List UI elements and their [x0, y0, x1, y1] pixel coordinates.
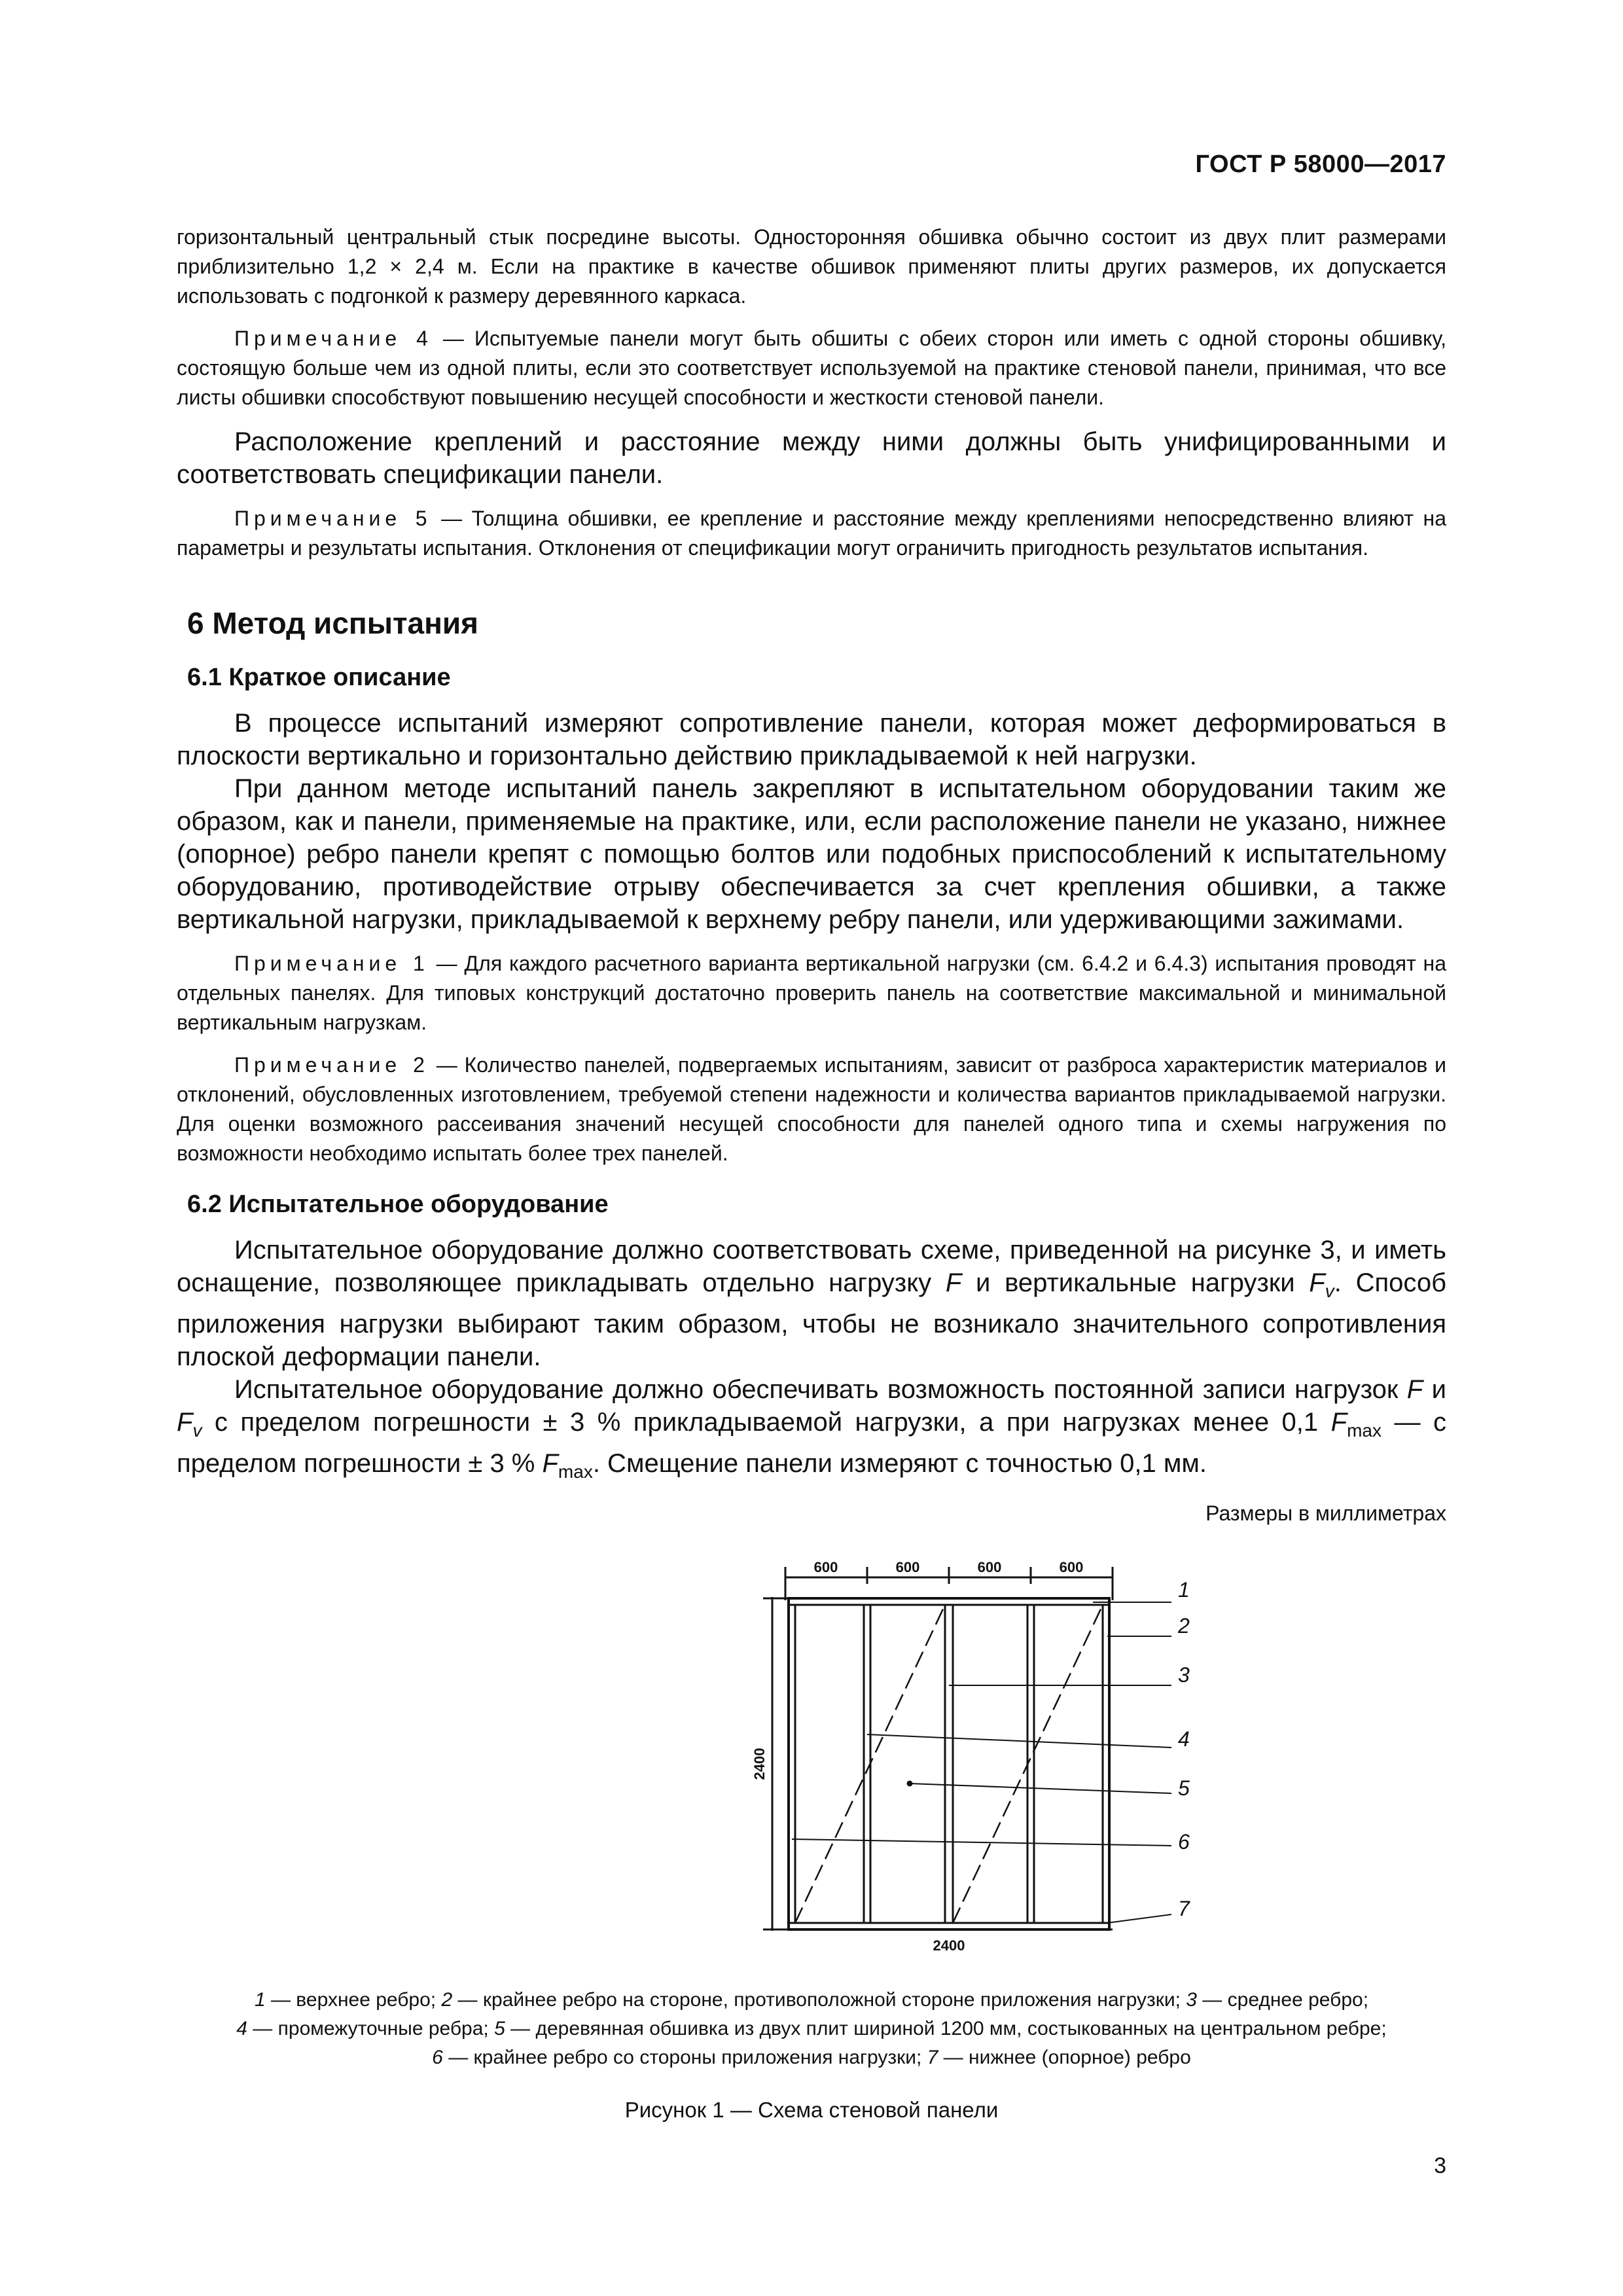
note-2-label: Примечание 2 — [234, 1053, 429, 1077]
figure-title: Рисунок 1 — Схема стеновой панели — [624, 2098, 999, 2122]
figure-wall-panel — [177, 1538, 1446, 1957]
section-6-2-paragraph-1: Испытательное оборудование должно соответствовать схеме, приведенной на рисунке 3, и иметь оснащение, позволяющее прикладывать отдельно нагрузку F и вертикальные нагрузки $F_v$. Способ приложения нагрузки выбирают таким образом, чтобы не возникало значительного сопротивления плоской деформации панели. — [177, 1236, 1447, 1371]
panel-frame — [789, 1598, 1109, 1929]
wall-panel-diagram — [543, 1538, 1198, 1954]
dim-label-top-2: 600 — [895, 1559, 920, 1575]
note-5-label: Примечание 5 — [234, 507, 432, 530]
note-1-text: — Для каждого расчетного варианта вертикальной нагрузки (см. 6.4.2 и 6.4.3) испытания проводят на отдельных панелях. Для типовых конструкций достаточно проверить панель на соответствие максимальной и минимальной вертикальным нагрузкам. — [177, 952, 1447, 1034]
callout-6: 6 — [1178, 1830, 1190, 1854]
section-6-2-heading: 6.2 Испытательное оборудование — [187, 1191, 609, 1218]
note-2-text: — Количество панелей, подвергаемых испытаниям, зависит от разброса характеристик материалов и отклонений, обусловленных изготовлением, требуемой степени надежности и количества вариантов прикладываемой нагрузки. Для оценки возможного рассеивания значений несущей способности для панелей одного типа и схемы нагружения по возможности необходимо испытать более трех панелей. — [177, 1053, 1447, 1165]
page-content — [177, 223, 1446, 2125]
callout-2: 2 — [1178, 1614, 1190, 1638]
note-1-label: Примечание 1 — [234, 952, 429, 975]
section-6-2-paragraph-2: Испытательное оборудование должно обеспечивать возможность постоянной записи нагрузок F и $F_v$ с пределом погрешности ± 3 % прикладываемой нагрузки, а при нагрузках менее 0,1 $F_{max}$ — с пределом погрешности ± 3 % $F_{max}$. Смещение панели измеряют с точностью 0,1 мм. — [177, 1375, 1447, 1482]
section-6-1-paragraph-1: В процессе испытаний измеряют сопротивление панели, которая может деформироваться в плоскости вертикально и горизонтально действию прикладываемой к ней нагрузки. — [177, 709, 1446, 770]
note-2 — [177, 1050, 1446, 1168]
note-4-text: — Испытуемые панели могут быть обшиты с обеих сторон или иметь с одной стороны обшивку, состоящую больше чем из одной плиты, если это соответствует используемой на практике стеновой панели, принимая, что все листы обшивки способствуют повышению несущей способности и жесткости стеновой панели. — [177, 327, 1447, 409]
dim-label-top-4: 600 — [1059, 1559, 1084, 1575]
dimensions-note: Размеры в миллиметрах — [1205, 1501, 1446, 1525]
page-number: 3 — [1434, 2153, 1446, 2178]
callout-7: 7 — [1178, 1897, 1190, 1920]
note-4 — [177, 324, 1446, 412]
standard-code-header: ГОСТ Р 58000—2017 — [1195, 151, 1446, 178]
note-5 — [177, 504, 1446, 563]
figure-legend-line-1: 1 — верхнее ребро; 2 — крайнее ребро на стороне, противоположной стороне приложения нагрузки; 3 — среднее ребро; — [254, 1989, 1369, 2011]
paragraph-continuation: горизонтальный центральный стык посредине высоты. Односторонняя обшивка обычно состоит из двух плит размерами приблизительно 1,2 × 2,4 м. Если на практике в качестве обшивок применяют плиты других размеров, их допускается использовать с подгонкой к размеру деревянного каркаса. — [177, 225, 1446, 308]
callout-5: 5 — [1178, 1776, 1190, 1800]
callout-3: 3 — [1178, 1663, 1190, 1687]
section-6-1-paragraph-2: При данном методе испытаний панель закрепляют в испытательном оборудовании таким же образом, как и панели, применяемые на практике, или, если расположение панели не указано, нижнее (опорное) ребро панели крепят с помощью болтов или подобных приспособлений к испытательному оборудованию, противодействие отрыву обеспечивается за счет крепления обшивки, а также вертикальной нагрузки, прикладываемой к верхнему ребру панели, или удерживающими зажимами. — [177, 774, 1446, 934]
callout-1: 1 — [1178, 1578, 1190, 1602]
callout-4: 4 — [1178, 1727, 1190, 1751]
section-6-1-heading: 6.1 Краткое описание — [187, 664, 451, 691]
figure-legend-line-2: 4 — промежуточные ребра; 5 — деревянная обшивка из двух плит шириной 1200 мм, состыкованных на центральном ребре; — [236, 2018, 1387, 2039]
note-4-label: Примечание 4 — [234, 327, 433, 350]
section-6-heading: 6 Метод испытания — [187, 606, 478, 640]
dim-label-top-1: 600 — [813, 1559, 838, 1575]
note-5-text: — Толщина обшивки, ее крепление и расстояние между креплениями непосредственно влияют на параметры и результаты испытания. Отклонения от спецификации могут ограничить пригодность результатов испытания. — [177, 507, 1447, 560]
figure-legend-line-3: 6 — крайнее ребро со стороны приложения нагрузки; 7 — нижнее (опорное) ребро — [432, 2047, 1191, 2068]
note-1 — [177, 949, 1446, 1037]
dim-label-left: 2400 — [751, 1748, 768, 1780]
dim-label-top-3: 600 — [977, 1559, 1002, 1575]
paragraph-fasteners: Расположение креплений и расстояние между ними должны быть унифицированными и соответствовать спецификации панели. — [177, 427, 1446, 489]
dim-label-bottom: 2400 — [933, 1937, 965, 1954]
